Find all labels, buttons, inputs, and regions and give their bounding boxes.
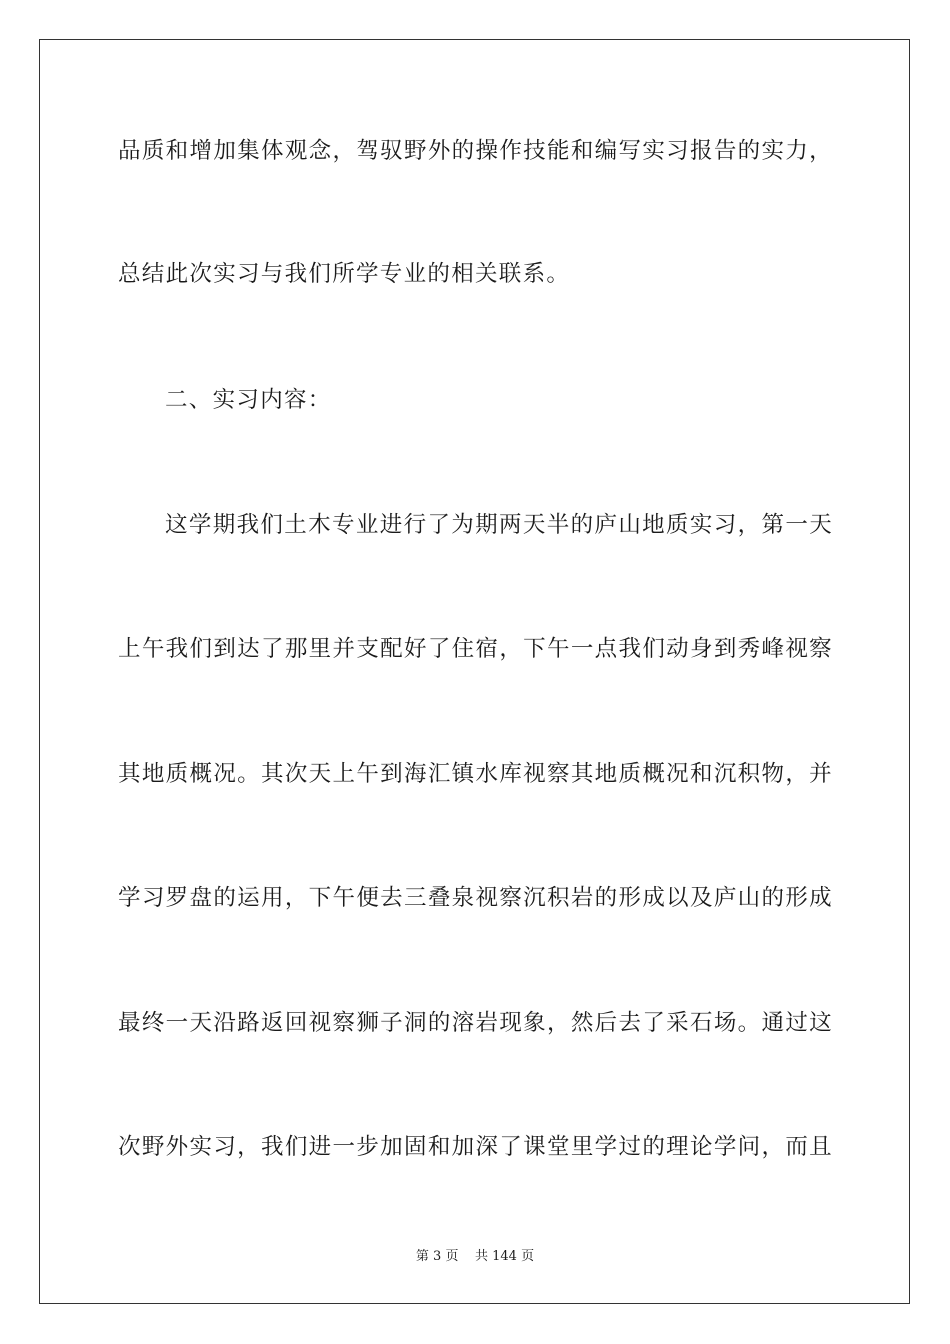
paragraph-line-4: 上午我们到达了那里并支配好了住宿，下午一点我们动身到秀峰视察 [118,636,833,662]
paragraph-line-2: 总结此次实习与我们所学专业的相关联系。 [118,261,571,287]
paragraph-line-1: 品质和增加集体观念，驾驭野外的操作技能和编写实习报告的实力， [118,138,833,164]
paragraph-line-5: 其地质概况。其次天上午到海汇镇水库视察其地质概况和沉积物，并 [118,761,833,787]
paragraph-line-8: 次野外实习，我们进一步加固和加深了课堂里学过的理论学问，而且 [118,1134,833,1160]
paragraph-line-3: 这学期我们土木专业进行了为期两天半的庐山地质实习，第一天 [165,512,833,538]
paragraph-line-7: 最终一天沿路返回视察狮子洞的溶岩现象，然后去了采石场。通过这 [118,1010,833,1036]
page-number-footer: 第 3 页 共 144 页 [415,1249,535,1264]
paragraph-line-6: 学习罗盘的运用，下午便去三叠泉视察沉积岩的形成以及庐山的形成 [118,885,833,911]
page-border [39,39,910,1304]
section-heading: 二、实习内容： [165,387,332,413]
